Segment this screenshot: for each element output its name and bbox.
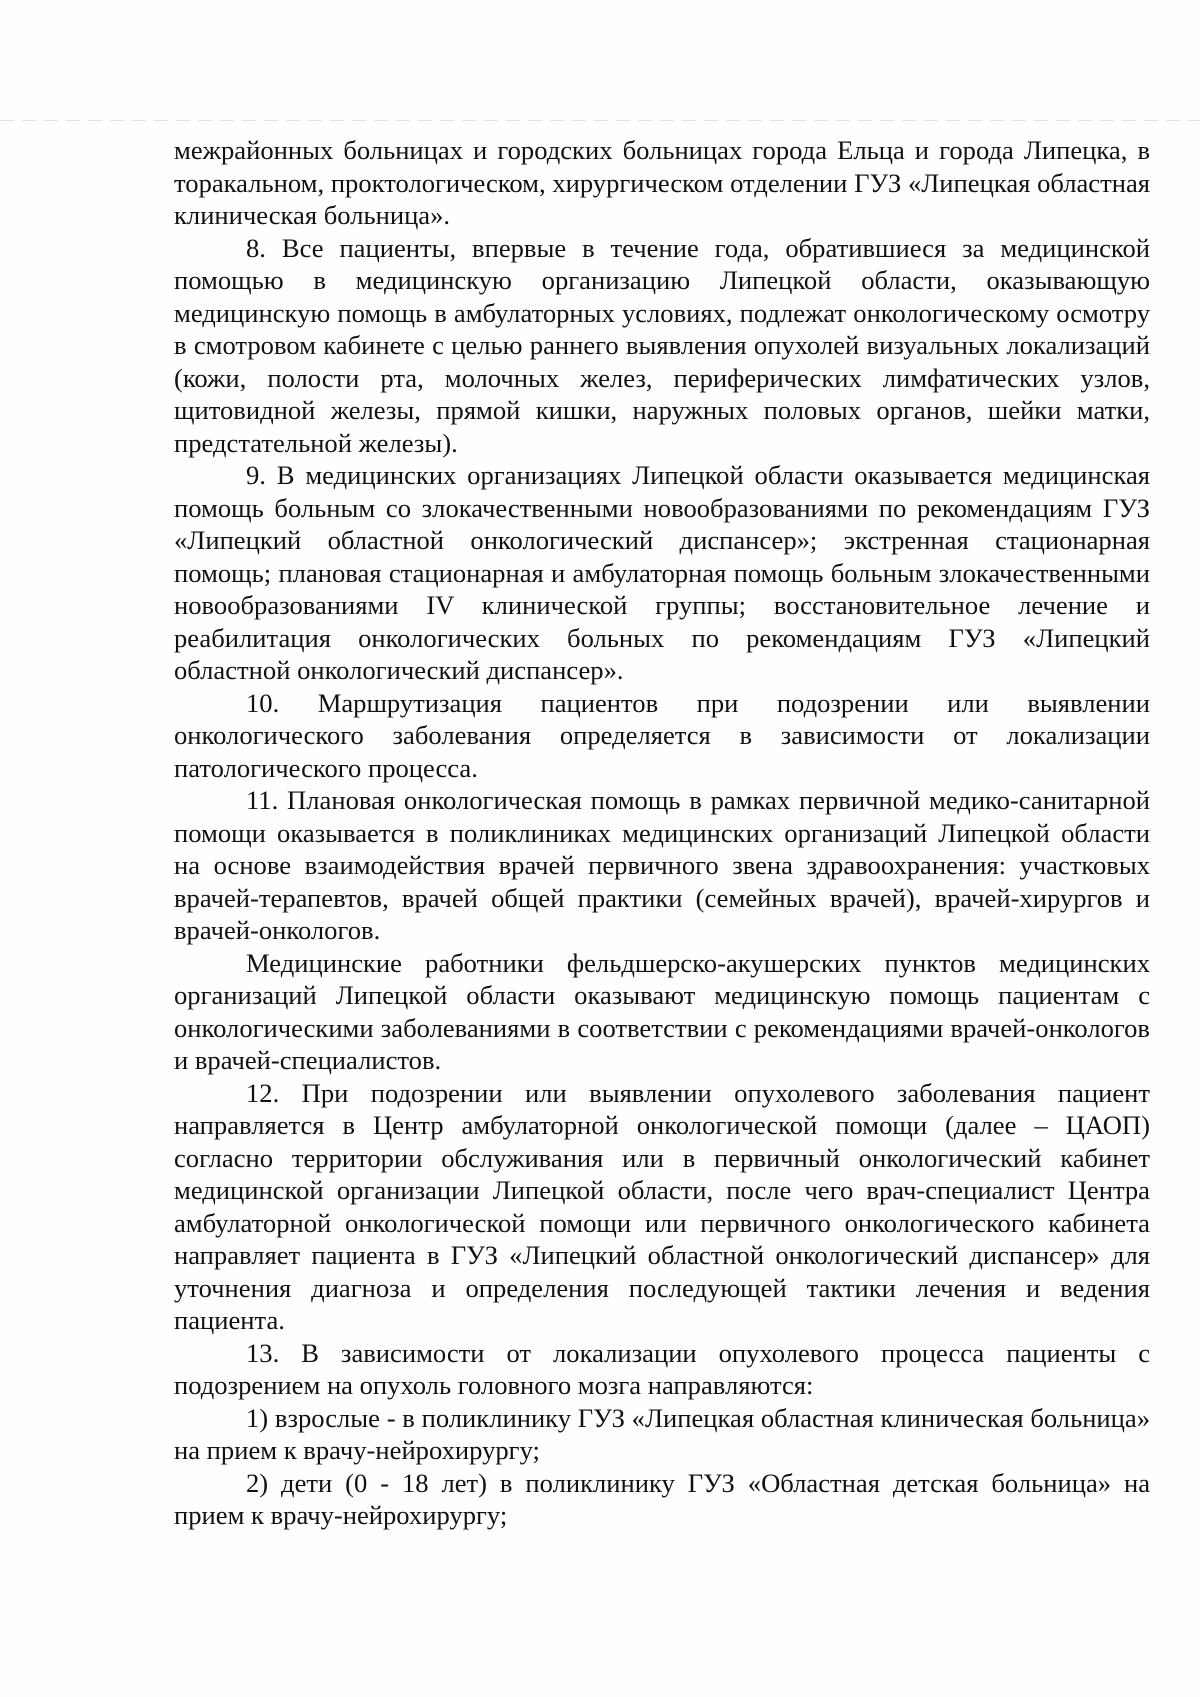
paragraph-continuation: межрайонных больницах и городских больницах города Ельца и города Липецка, в торакальном, проктологическом, хирургическом отделении ГУЗ «Липецкая областная клиническая больница».: [174, 135, 1150, 230]
scan-artifact-line: [0, 120, 1200, 121]
list-item-children: 2) дети (0 - 18 лет) в поликлинику ГУЗ «Областная детская больница» на прием к врачу-нейрохирургу;: [174, 1467, 1150, 1530]
paragraph-item-9: 9. В медицинских организациях Липецкой области оказывается медицинская помощь больным со злокачественными новообразованиями по рекомендациям ГУЗ «Липецкий областной онкологический диспансер»; экстренная стационарная помощь; плановая стационарная и амбулаторная помощь больным злокачественными новообразованиями IV клинической группы; восстановительное лечение и реабилитация онкологических больных по рекомендациям ГУЗ «Липецкий областной онкологический диспансер».: [174, 460, 1150, 685]
list-item-adults: 1) взрослые - в поликлинику ГУЗ «Липецкая областная клиническая больница» на прием к врачу-нейрохирургу;: [174, 1402, 1150, 1465]
paragraph-feldsher-points: Медицинские работники фельдшерско-акушерских пунктов медицинских организаций Липецкой области оказывают медицинскую помощь пациентам с онкологическими заболеваниями в соответствии с рекомендациями врачей-онкологов и врачей-специалистов.: [174, 947, 1150, 1075]
paragraph-item-8: 8. Все пациенты, впервые в течение года, обратившиеся за медицинской помощью в медицинскую организацию Липецкой области, оказывающую медицинскую помощь в амбулаторных условиях, подлежат онкологическому осмотру в смотровом кабинете с целью раннего выявления опухолей визуальных локализаций (кожи, полости рта, молочных желез, периферических лимфатических узлов, щитовидной железы, прямой кишки, наружных половых органов, шейки матки, предстательной железы).: [174, 232, 1150, 458]
paragraph-item-13: 13. В зависимости от локализации опухолевого процесса пациенты с подозрением на опухоль головного мозга направляются:: [174, 1337, 1150, 1400]
paragraph-item-10: 10. Маршрутизация пациентов при подозрении или выявлении онкологического заболевания определяется в зависимости от локализации патологического процесса.: [174, 687, 1150, 783]
paragraph-item-11: 11. Плановая онкологическая помощь в рамках первичной медико-санитарной помощи оказывается в поликлиниках медицинских организаций Липецкой области на основе взаимодействия врачей первичного звена здравоохранения: участковых врачей-терапевтов, врачей общей практики (семейных врачей), врачей-хирургов и врачей-онкологов.: [174, 785, 1150, 945]
document-body: [174, 134, 1150, 1532]
paragraph-item-12: 12. При подозрении или выявлении опухолевого заболевания пациент направляется в Центр амбулаторной онкологической помощи (далее – ЦАОП) согласно территории обслуживания или в первичный онкологический кабинет медицинской организации Липецкой области, после чего врач-специалист Центра амбулаторной онкологической помощи или первичного онкологического кабинета направляет пациента в ГУЗ «Липецкий областной онкологический диспансер» для уточнения диагноза и определения последующей тактики лечения и ведения пациента.: [174, 1077, 1150, 1335]
